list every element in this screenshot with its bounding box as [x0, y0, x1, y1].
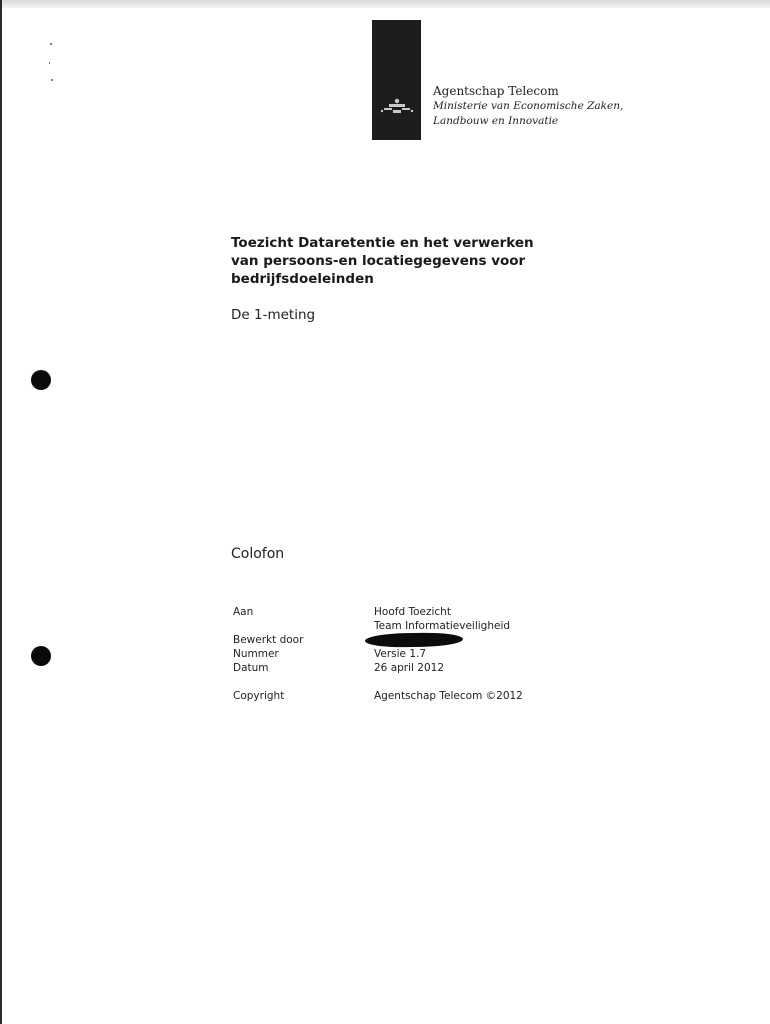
title-line: bedrijfsdoeleinden	[231, 271, 374, 287]
title-line: Toezicht Dataretentie en het verwerken	[231, 235, 534, 251]
scan-speck	[51, 79, 53, 81]
colofon-heading: Colofon	[231, 546, 285, 562]
punch-hole-bottom	[31, 646, 51, 666]
colofon-aan-value: Hoofd Toezicht	[374, 606, 451, 618]
logo-org-name: Agentschap Telecom	[433, 84, 559, 98]
document-title	[231, 234, 591, 288]
colofon-datum-value: 26 april 2012	[374, 662, 445, 674]
title-line: van persoons-en locatiegegevens voor	[231, 253, 526, 269]
scan-edge-left	[0, 0, 2, 1024]
scan-speck	[50, 43, 52, 45]
scan-speck	[49, 62, 50, 64]
colofon-aan-value: Team Informatieveiligheid	[374, 620, 511, 632]
document-subtitle: De 1-meting	[231, 307, 316, 323]
logo-ministry-line-2: Landbouw en Innovatie	[433, 115, 559, 127]
redaction-mark	[365, 632, 463, 648]
logo-text-block	[433, 84, 623, 129]
scan-shadow-top	[0, 0, 770, 8]
colofon-nummer-value: Versie 1.7	[374, 648, 427, 660]
colofon-nummer-label: Nummer	[233, 648, 279, 660]
colofon-copyright-value: Agentschap Telecom ©2012	[374, 690, 523, 702]
colofon-aan-label: Aan	[233, 606, 254, 618]
logo-bar	[372, 20, 421, 140]
punch-hole-top	[31, 370, 51, 390]
colofon-datum-label: Datum	[233, 662, 269, 674]
colofon-bewerkt-label: Bewerkt door	[233, 634, 304, 646]
logo-ministry-line-1: Ministerie van Economische Zaken,	[433, 100, 624, 112]
crown-emblem-icon	[378, 96, 416, 116]
colofon-copyright-label: Copyright	[233, 690, 285, 702]
